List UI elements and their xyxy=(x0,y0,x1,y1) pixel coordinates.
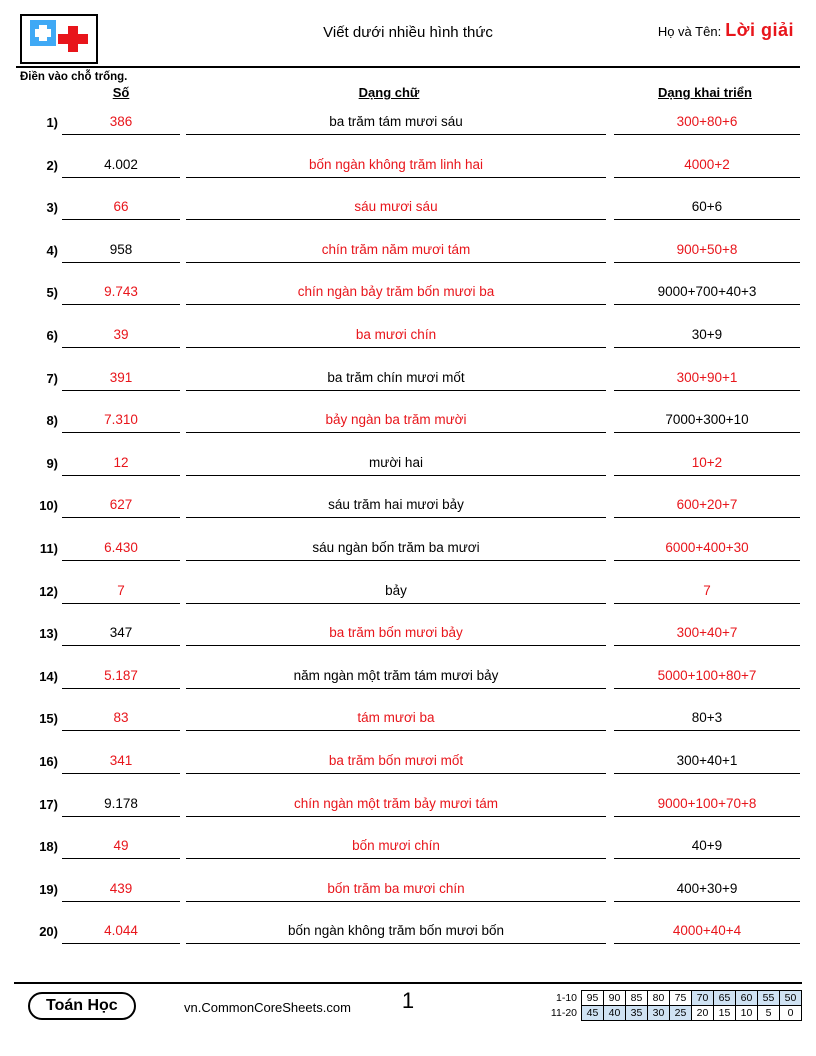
table-row xyxy=(14,150,802,193)
score-row xyxy=(548,1006,802,1021)
cell-expanded[interactable]: 60+6 xyxy=(614,196,800,220)
row-index: 15) xyxy=(39,711,58,727)
score-cell: 75 xyxy=(670,991,692,1006)
instructions: Điền vào chỗ trống. xyxy=(20,71,128,83)
table-row xyxy=(14,831,802,874)
score-cell: 0 xyxy=(780,1006,802,1021)
row-index: 6) xyxy=(46,327,58,343)
row-index: 13) xyxy=(39,626,58,642)
score-cell: 80 xyxy=(648,991,670,1006)
cell-words[interactable]: ba trăm bốn mươi bảy xyxy=(186,622,606,646)
cell-number[interactable]: 12 xyxy=(62,452,180,476)
cell-expanded[interactable]: 30+9 xyxy=(614,324,800,348)
row-index: 17) xyxy=(39,796,58,812)
score-cell: 95 xyxy=(582,991,604,1006)
table-row xyxy=(14,618,802,661)
cell-expanded[interactable]: 80+3 xyxy=(614,707,800,731)
table-row xyxy=(14,405,802,448)
site-url: vn.CommonCoreSheets.com xyxy=(184,1000,351,1015)
cell-words[interactable]: chín trăm năm mươi tám xyxy=(186,239,606,263)
cell-expanded[interactable]: 300+40+7 xyxy=(614,622,800,646)
cell-number[interactable]: 83 xyxy=(62,707,180,731)
page-footer xyxy=(14,982,802,1044)
score-cell: 25 xyxy=(670,1006,692,1021)
cell-number[interactable]: 7 xyxy=(62,580,180,604)
table-row xyxy=(14,703,802,746)
cell-words[interactable]: bốn ngàn không trăm bốn mươi bốn xyxy=(186,920,606,944)
cell-number[interactable]: 958 xyxy=(62,239,180,263)
cell-number[interactable]: 4.044 xyxy=(62,920,180,944)
row-index: 7) xyxy=(46,370,58,386)
cell-expanded[interactable]: 9000+100+70+8 xyxy=(614,793,800,817)
score-cell: 10 xyxy=(736,1006,758,1021)
table-row xyxy=(14,363,802,406)
table-row xyxy=(14,320,802,363)
brand-badge: Toán Học xyxy=(28,992,136,1020)
footer-divider xyxy=(14,982,802,984)
cell-words[interactable]: bảy ngàn ba trăm mười xyxy=(186,409,606,433)
row-index: 11) xyxy=(39,540,58,556)
cell-words[interactable]: bảy xyxy=(186,580,606,604)
cell-words[interactable]: chín ngàn bảy trăm bốn mươi ba xyxy=(186,281,606,305)
cell-words[interactable]: năm ngàn một trăm tám mươi bảy xyxy=(186,665,606,689)
row-index: 2) xyxy=(46,157,58,173)
table-row xyxy=(14,746,802,789)
cell-words[interactable]: ba mươi chín xyxy=(186,324,606,348)
cell-number[interactable]: 9.178 xyxy=(62,793,180,817)
table-row xyxy=(14,661,802,704)
score-table xyxy=(548,990,803,1021)
cell-number[interactable]: 391 xyxy=(62,367,180,391)
table-row xyxy=(14,107,802,150)
cell-number[interactable]: 49 xyxy=(62,835,180,859)
column-header-number: Số xyxy=(112,85,130,100)
table-row xyxy=(14,916,802,959)
name-block xyxy=(658,20,794,41)
table-row xyxy=(14,576,802,619)
cell-number[interactable]: 386 xyxy=(62,111,180,135)
score-cell: 90 xyxy=(604,991,626,1006)
cell-expanded[interactable]: 900+50+8 xyxy=(614,239,800,263)
cell-words[interactable]: mười hai xyxy=(186,452,606,476)
score-cell: 50 xyxy=(780,991,802,1006)
cell-number[interactable]: 347 xyxy=(62,622,180,646)
row-index: 8) xyxy=(46,413,58,429)
row-index: 9) xyxy=(46,455,58,471)
score-cell: 85 xyxy=(626,991,648,1006)
cell-expanded[interactable]: 400+30+9 xyxy=(614,878,800,902)
row-index: 19) xyxy=(39,881,58,897)
score-cell: 65 xyxy=(714,991,736,1006)
cell-words[interactable]: sáu ngàn bốn trăm ba mươi xyxy=(186,537,606,561)
row-index: 10) xyxy=(39,498,58,514)
score-row xyxy=(548,991,802,1006)
cell-words[interactable]: tám mươi ba xyxy=(186,707,606,731)
table-row xyxy=(14,277,802,320)
cell-expanded[interactable]: 7 xyxy=(614,580,800,604)
cell-words[interactable]: bốn ngàn không trăm linh hai xyxy=(186,154,606,178)
problem-list xyxy=(14,107,802,959)
cell-words[interactable]: bốn trăm ba mươi chín xyxy=(186,878,606,902)
table-row xyxy=(14,192,802,235)
cell-number[interactable]: 9.743 xyxy=(62,281,180,305)
cell-words[interactable]: ba trăm tám mươi sáu xyxy=(186,111,606,135)
page-header xyxy=(14,10,802,66)
table-row xyxy=(14,874,802,917)
cell-expanded[interactable]: 300+80+6 xyxy=(614,111,800,135)
cell-expanded[interactable]: 10+2 xyxy=(614,452,800,476)
name-label: Họ và Tên: xyxy=(657,24,722,39)
row-index: 5) xyxy=(46,285,58,301)
score-row-label: 11-20 xyxy=(550,1007,577,1019)
cell-number[interactable]: 6.430 xyxy=(62,537,180,561)
cell-number[interactable]: 4.002 xyxy=(62,154,180,178)
cell-words[interactable]: chín ngàn một trăm bảy mươi tám xyxy=(186,793,606,817)
cell-expanded[interactable]: 7000+300+10 xyxy=(614,409,800,433)
table-row xyxy=(14,789,802,832)
cell-expanded[interactable]: 40+9 xyxy=(614,835,800,859)
score-cell: 55 xyxy=(758,991,780,1006)
cell-expanded[interactable]: 4000+2 xyxy=(614,154,800,178)
column-header-expanded: Dạng khai triển xyxy=(658,85,752,100)
cell-expanded[interactable]: 9000+700+40+3 xyxy=(614,281,800,305)
cell-expanded[interactable]: 4000+40+4 xyxy=(614,920,800,944)
score-cell: 35 xyxy=(626,1006,648,1021)
row-index: 12) xyxy=(39,583,58,599)
cell-expanded[interactable]: 300+90+1 xyxy=(614,367,800,391)
cell-expanded[interactable]: 600+20+7 xyxy=(614,494,800,518)
cell-number[interactable]: 39 xyxy=(62,324,180,348)
page-title: Viết dưới nhiều hình thức xyxy=(323,24,493,41)
row-index: 14) xyxy=(39,668,58,684)
cell-number[interactable]: 5.187 xyxy=(62,665,180,689)
row-index: 16) xyxy=(39,753,58,769)
table-row xyxy=(14,235,802,278)
cell-number[interactable]: 627 xyxy=(62,494,180,518)
cell-words[interactable]: ba trăm chín mươi mốt xyxy=(186,367,606,391)
score-row-label: 1-10 xyxy=(555,992,577,1004)
score-cell: 70 xyxy=(692,991,714,1006)
cell-words[interactable]: sáu trăm hai mươi bảy xyxy=(186,494,606,518)
page-number: 1 xyxy=(401,988,415,1013)
column-headers xyxy=(14,85,802,105)
row-index: 18) xyxy=(39,839,58,855)
score-cell: 5 xyxy=(758,1006,780,1021)
cell-number[interactable]: 439 xyxy=(62,878,180,902)
cell-expanded[interactable]: 5000+100+80+7 xyxy=(614,665,800,689)
cell-words[interactable]: ba trăm bốn mươi mốt xyxy=(186,750,606,774)
header-divider xyxy=(16,66,800,68)
row-index: 3) xyxy=(46,200,58,216)
table-row xyxy=(14,490,802,533)
score-cell: 60 xyxy=(736,991,758,1006)
score-cell: 20 xyxy=(692,1006,714,1021)
score-cell: 45 xyxy=(582,1006,604,1021)
row-index: 4) xyxy=(46,242,58,258)
cell-number[interactable]: 66 xyxy=(62,196,180,220)
score-cell: 40 xyxy=(604,1006,626,1021)
cell-words[interactable]: sáu mươi sáu xyxy=(186,196,606,220)
table-row xyxy=(14,533,802,576)
score-cell: 30 xyxy=(648,1006,670,1021)
row-index: 1) xyxy=(46,115,58,130)
row-index: 20) xyxy=(39,924,58,940)
cell-expanded[interactable]: 300+40+1 xyxy=(614,750,800,774)
cell-words[interactable]: bốn mươi chín xyxy=(186,835,606,859)
score-cell: 15 xyxy=(714,1006,736,1021)
cell-expanded[interactable]: 6000+400+30 xyxy=(614,537,800,561)
table-row xyxy=(14,448,802,491)
column-header-words: Dạng chữ xyxy=(358,85,420,100)
cell-number[interactable]: 341 xyxy=(62,750,180,774)
cell-number[interactable]: 7.310 xyxy=(62,409,180,433)
name-value: Lời giải xyxy=(725,20,794,40)
